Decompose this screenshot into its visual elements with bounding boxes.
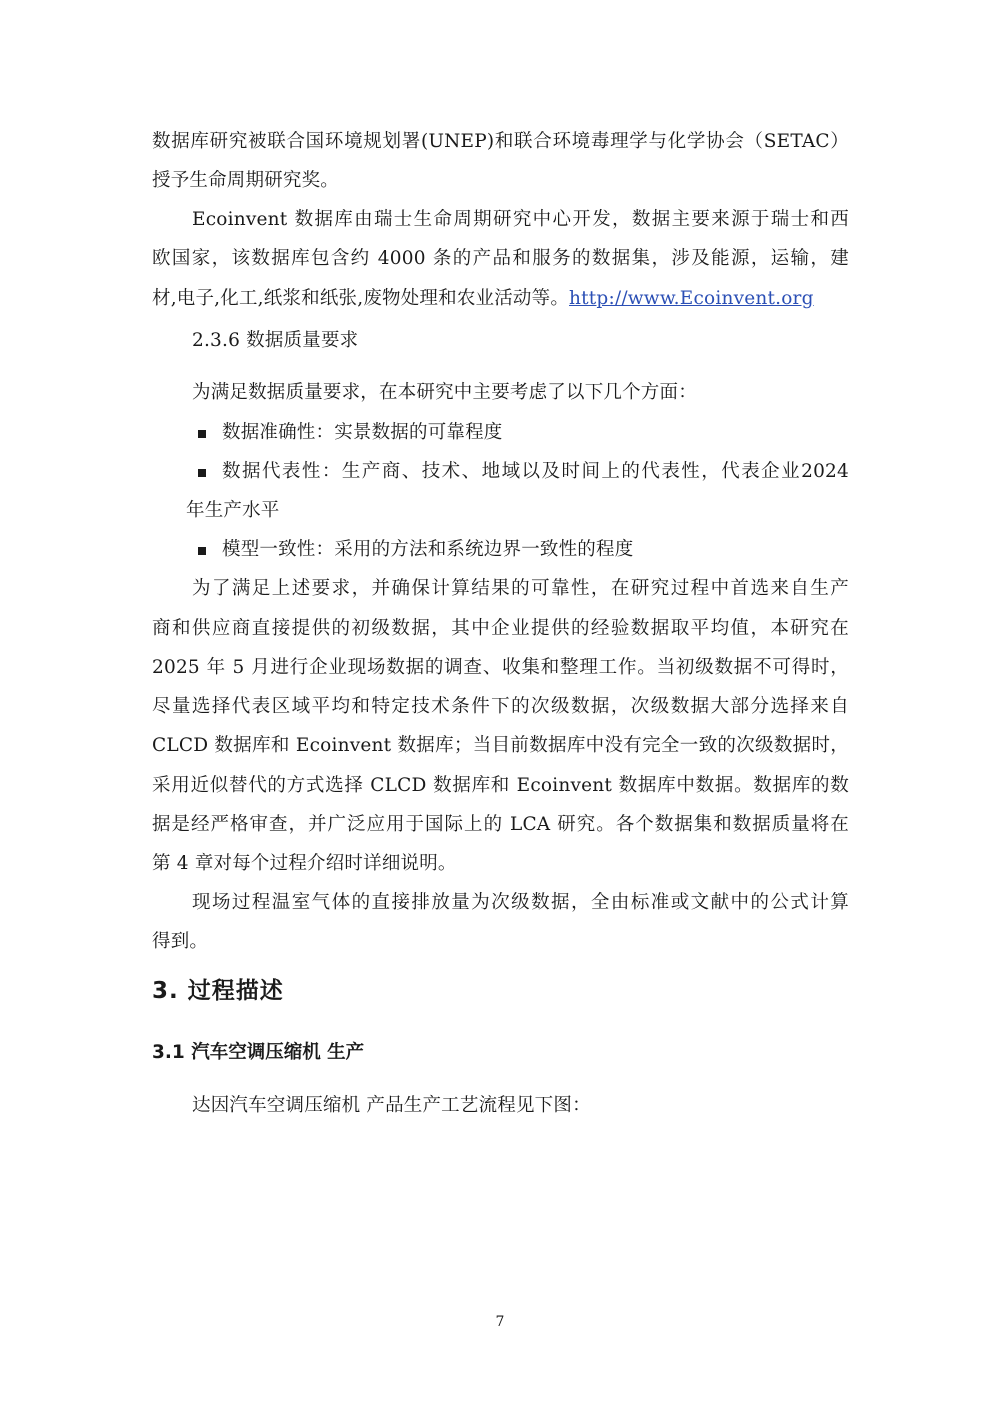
bullet-icon — [198, 469, 206, 477]
bullet-item-continuation: 年生产水平 — [186, 500, 280, 521]
page-number: 7 — [495, 1314, 505, 1330]
bullet-icon — [198, 430, 206, 438]
paragraph-line: 为满足数据质量要求，在本研究中主要考虑了以下几个方面： — [192, 382, 697, 403]
paragraph-line: CLCD 数据库和 Ecoinvent 数据库；当目前数据库中没有完全一致的次级数据时， — [152, 735, 849, 756]
bullet-item: 数据代表性：生产商、技术、地域以及时间上的代表性，代表企业2024 — [222, 461, 849, 482]
bullet-icon — [198, 547, 206, 555]
paragraph-line-with-link — [152, 286, 814, 312]
ecoinvent-link[interactable]: http://www.Ecoinvent.org — [569, 288, 814, 309]
paragraph-line: 欧国家，该数据库包含约 4000 条的产品和服务的数据集，涉及能源，运输，建 — [152, 248, 849, 269]
paragraph-line: 授予生命周期研究奖。 — [152, 170, 340, 191]
paragraph-line: 达因汽车空调压缩机 产品生产工艺流程见下图： — [192, 1095, 591, 1116]
bullet-item: 数据准确性：实景数据的可靠程度 — [222, 422, 503, 443]
paragraph-line: 数据库研究被联合国环境规划署(UNEP)和联合环境毒理学与化学协会（SETAC） — [152, 131, 849, 152]
paragraph-line: 商和供应商直接提供的初级数据，其中企业提供的经验数据取平均值，本研究在 — [152, 618, 849, 639]
paragraph-line: Ecoinvent 数据库由瑞士生命周期研究中心开发，数据主要来源于瑞士和西 — [192, 209, 849, 230]
section-heading-2-3-6: 2.3.6 数据质量要求 — [192, 330, 359, 351]
paragraph-line: 据是经严格审查，并广泛应用于国际上的 LCA 研究。各个数据集和数据质量将在 — [152, 814, 849, 835]
paragraph-text: 材,电子,化工,纸浆和纸张,废物处理和农业活动等。 — [152, 288, 570, 309]
paragraph-line: 现场过程温室气体的直接排放量为次级数据，全由标准或文献中的公式计算 — [192, 892, 849, 913]
paragraph-line: 2025 年 5 月进行企业现场数据的调查、收集和整理工作。当初级数据不可得时， — [152, 657, 849, 678]
paragraph-line: 尽量选择代表区域平均和特定技术条件下的次级数据，次级数据大部分选择来自 — [152, 696, 849, 717]
section-heading-3-1: 3.1 汽车空调压缩机 生产 — [152, 1042, 365, 1063]
paragraph-line: 为了满足上述要求，并确保计算结果的可靠性，在研究过程中首选来自生产 — [192, 578, 849, 599]
paragraph-line: 第 4 章对每个过程介绍时详细说明。 — [152, 853, 457, 874]
bullet-item: 模型一致性：采用的方法和系统边界一致性的程度 — [222, 539, 634, 560]
section-heading-3: 3. 过程描述 — [152, 978, 284, 1004]
paragraph-line: 得到。 — [152, 931, 209, 952]
paragraph-line: 采用近似替代的方式选择 CLCD 数据库和 Ecoinvent 数据库中数据。数据库的数 — [152, 775, 849, 796]
